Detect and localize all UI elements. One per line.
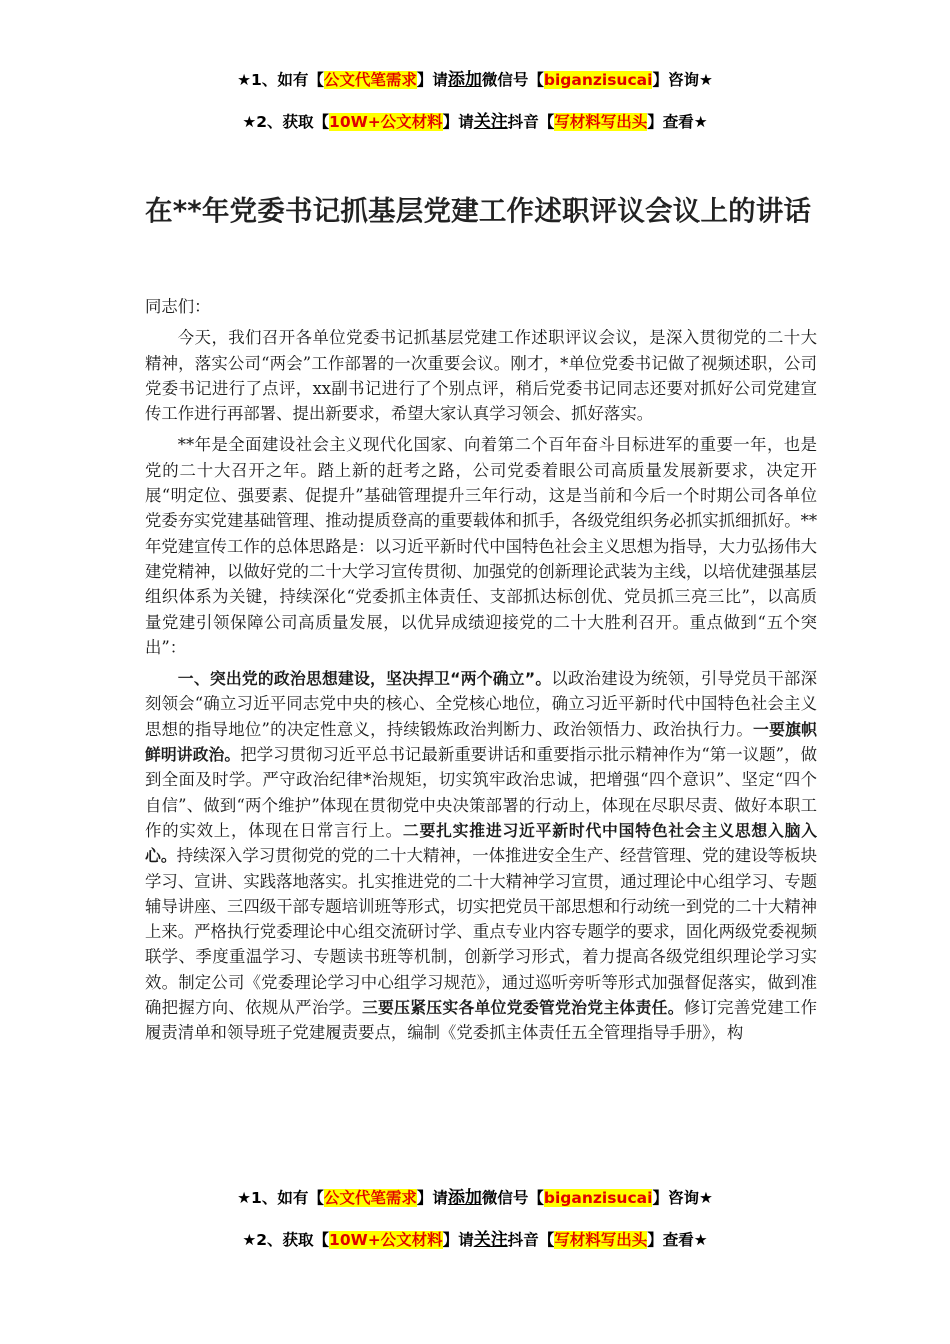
- banner-text: 】请: [442, 1231, 474, 1249]
- banner-text: 】请: [442, 113, 474, 131]
- wechat-id-highlight: biganzisucai: [543, 1189, 653, 1207]
- banner-text: 】查看★: [647, 1231, 708, 1249]
- salutation: 同志们：: [145, 297, 211, 316]
- banner-text: ★2、获取【: [242, 113, 330, 131]
- subsection-heading: 三要压紧压实各单位党委管党治党主体责任。: [361, 998, 684, 1018]
- ghostwriting-highlight: 公文代笔需求: [323, 71, 417, 89]
- douyin-account-highlight: 写材料写出头: [554, 1231, 648, 1249]
- banner-text: 抖音【: [507, 113, 555, 131]
- banner-emphasis: 关注: [473, 112, 508, 132]
- ghostwriting-highlight: 公文代笔需求: [323, 1189, 417, 1207]
- banner-text: 抖音【: [507, 1231, 555, 1249]
- subsection-heading: 二要扎实推进习近平新时代中国特色社会主义思想入脑入心。: [145, 820, 817, 866]
- header-banner-line1: [0, 68, 950, 92]
- banner-text: ★1、如有【: [237, 71, 324, 89]
- section-heading: 一、突出党的政治思想建设，坚决捍卫“两个确立”。: [177, 669, 552, 689]
- banner-text: 】咨询★: [652, 71, 713, 89]
- paragraph-text: 把学习贯彻习近平总书记最新重要讲话和重要指示批示精神作为“第一议题”，做到全面及时学。严守政治纪律*治规矩，切实筑牢政治忠诚，把增强“四个意识”、坚定“四个自信”、做到“两个维护”体现在贯彻党中央决策部署的行动上，体现在尽职尽责、做好本职工作的实效上，体现在日常言行上。: [145, 745, 817, 840]
- paragraph-1: 今天，我们召开各单位党委书记抓基层党建工作述职评议会议，是深入贯彻党的二十大精神，落实公司“两会”工作部署的一次重要会议。刚才，*单位党委书记做了视频述职，公司党委书记进行了点评，xx副书记进行了个别点评，稍后党委书记同志还要对抓好公司党建宣传工作进行再部署、提出新要求，希望大家认真学习领会、抓好落实。: [145, 328, 817, 424]
- document-body: [145, 294, 817, 1046]
- banner-text: 】请: [416, 1189, 448, 1207]
- banner-emphasis: 添加: [447, 70, 482, 90]
- paragraph-2: **年是全面建设社会主义现代化国家、向着第二个百年奋斗目标进军的重要一年，也是党的二十大召开之年。踏上新的赶考之路，公司党委着眼公司高质量发展新要求，决定开展“明定位、强要素、促提升”基础管理提升三年行动，这是当前和今后一个时期公司各单位党委夯实党建基础管理、推动提质登高的重要载体和抓手，各级党组织务必抓实抓细抓好。**年党建宣传工作的总体思路是：以习近平新时代中国特色社会主义思想为指导，大力弘扬伟大建党精神，以做好党的二十大学习宣传贯彻、加强党的创新理论武装为主线，以培优建强基层组织体系为关键，持续深化“党委抓主体责任、支部抓达标创优、党员抓三亮三比”，以高质量党建引领保障公司高质量发展，以优异成绩迎接党的二十大胜利召开。重点做到“五个突出”：: [145, 435, 818, 657]
- paragraph-3: [145, 666, 817, 1045]
- paragraph-text: 修订完善党建工作履责清单和领导班子党建履责要点，编制《党委抓主体责任五全管理指导手册》，构: [145, 998, 818, 1043]
- banner-emphasis: 添加: [447, 1188, 482, 1208]
- footer-banner-line2: [0, 1228, 950, 1252]
- header-banner-line2: [0, 110, 950, 134]
- banner-text: ★2、获取【: [242, 1231, 330, 1249]
- materials-highlight: 10W+公文材料: [329, 113, 443, 131]
- douyin-account-highlight: 写材料写出头: [554, 113, 648, 131]
- banner-text: ★1、如有【: [237, 1189, 324, 1207]
- footer-banner-line1: [0, 1186, 950, 1210]
- banner-emphasis: 关注: [473, 1230, 508, 1250]
- banner-text: 】请: [416, 71, 448, 89]
- wechat-id-highlight: biganzisucai: [543, 71, 653, 89]
- document-title: 在**年党委书记抓基层党建工作述职评议会议上的讲话: [145, 195, 812, 227]
- banner-text: 微信号【: [481, 1189, 544, 1207]
- paragraph-text: 以政治建设为统领，引导党员干部深刻领会“确立习近平同志党中央的核心、全党核心地位，确立习近平新时代中国特色社会主义思想的指导地位”的决定性意义，持续锻炼政治判断力、政治领悟力、政治执行力。: [145, 669, 818, 739]
- banner-text: 】咨询★: [652, 1189, 713, 1207]
- banner-text: 微信号【: [481, 71, 544, 89]
- materials-highlight: 10W+公文材料: [329, 1231, 443, 1249]
- paragraph-text: 持续深入学习贯彻党的党的二十大精神，一体推进安全生产、经营管理、党的建设等板块学习、宣讲、实践落地落实。扎实推进党的二十大精神学习宣贯，通过理论中心组学习、专题辅导讲座、三四级干部专题培训班等形式，切实把党员干部思想和行动统一到党的二十大精神上来。严格执行党委理论中心组交流研讨学、重点专业内容专题学的要求，固化两级党委视频联学、季度重温学习、专题读书班等机制，创新学习形式，着力提高各级党组织理论学习实效。制定公司《党委理论学习中心组学习规范》，通过巡听旁听等形式加强督促落实，做到准确把握方向、依规从严治学。: [145, 846, 818, 1018]
- banner-text: 】查看★: [647, 113, 708, 131]
- subsection-heading: 一要旗帜鲜明讲政治。: [145, 719, 817, 765]
